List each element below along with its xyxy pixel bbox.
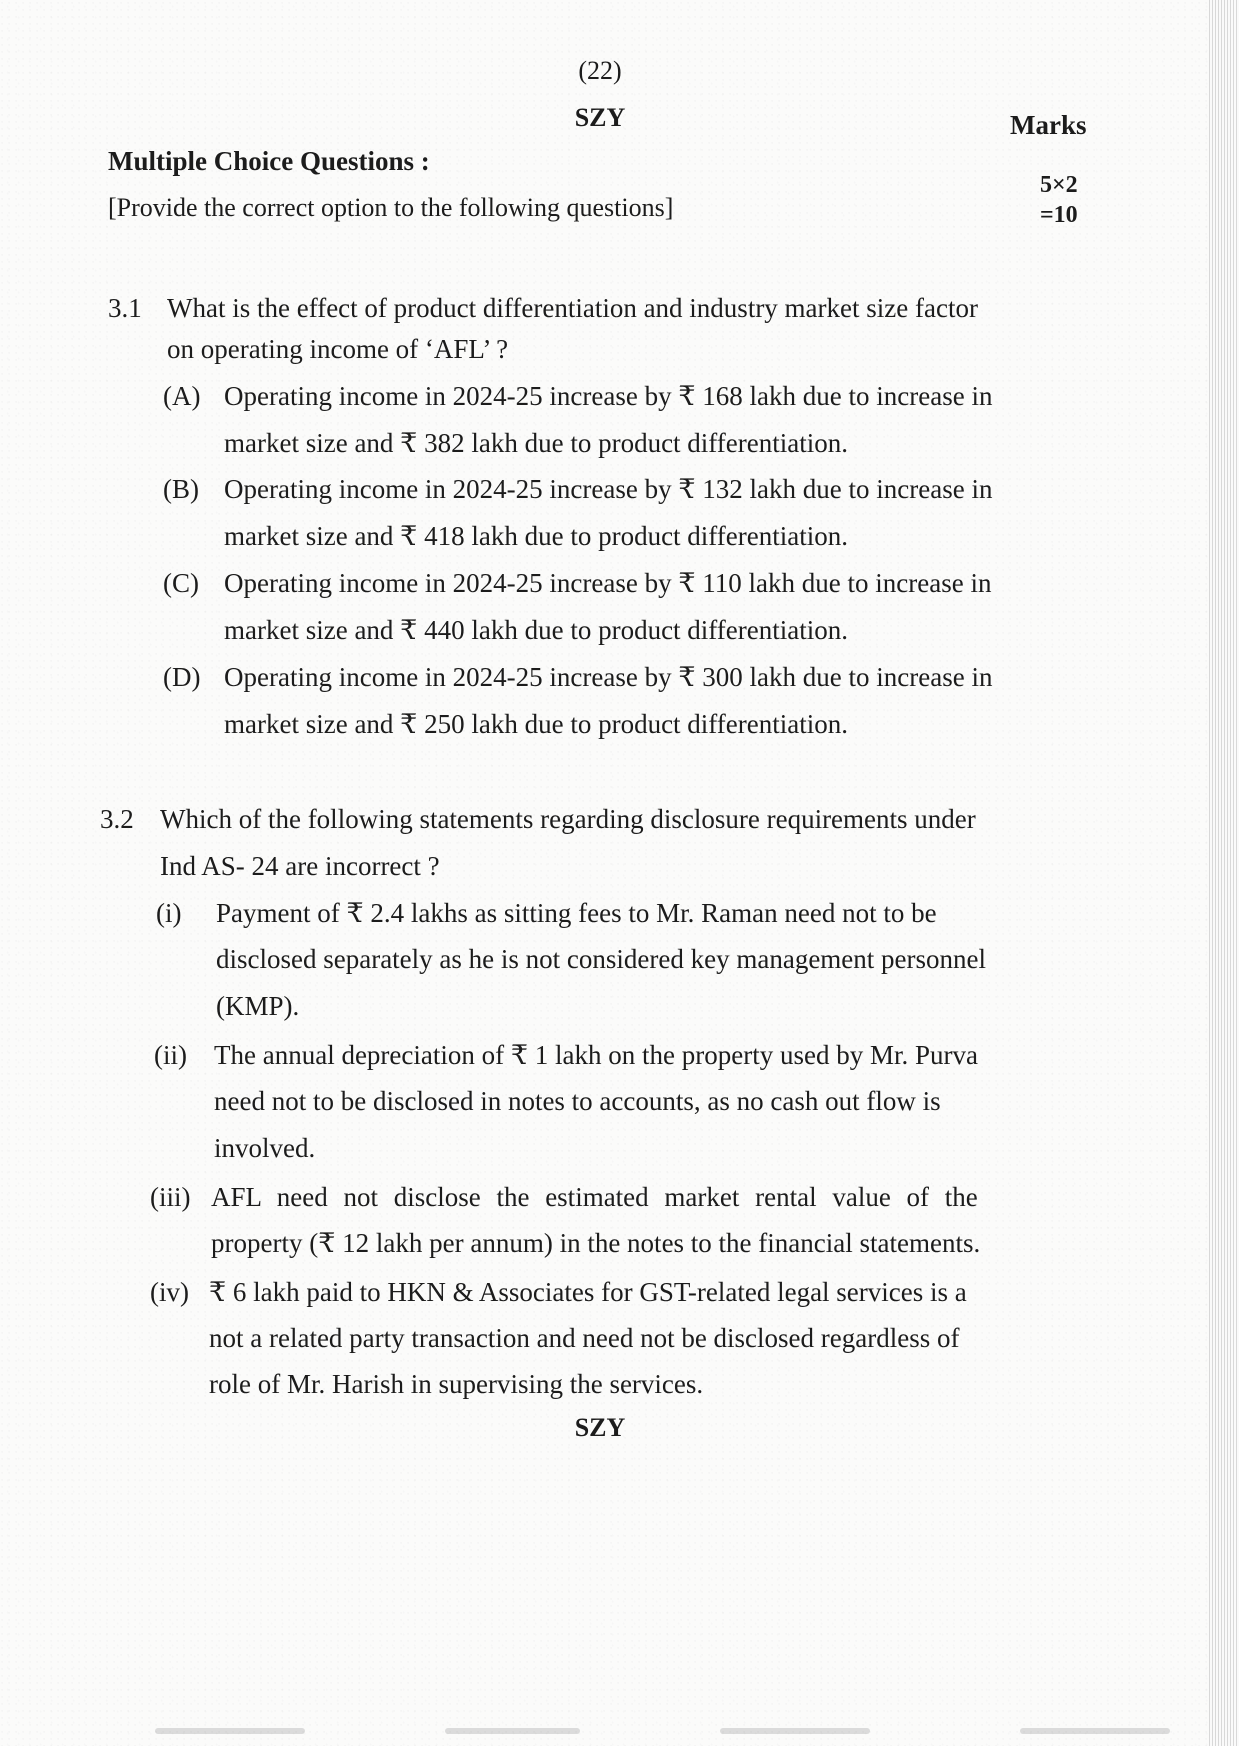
marks-allocation [1040, 170, 1078, 230]
option-text-line: Operating income in 2024-25 increase by ₹ 300 lakh due to increase in [224, 662, 993, 692]
statement-text-line: Payment of ₹ 2.4 lakhs as sitting fees to Mr. Raman need not to be [216, 898, 937, 928]
statement-text-line: AFL need not disclose the estimated market rental value of the [211, 1182, 978, 1212]
page-number: (22) [578, 56, 622, 85]
statement-text-line: need not to be disclosed in notes to accounts, as no cash out flow is [214, 1086, 941, 1116]
scan-artifact [445, 1728, 580, 1734]
question-text-line: on operating income of ‘AFL’ ? [167, 334, 509, 364]
statement-text-line: disclosed separately as he is not considered key management personnel [216, 944, 987, 974]
option-text-line: Operating income in 2024-25 increase by ₹ 132 lakh due to increase in [224, 474, 993, 504]
question-text-line: Ind AS- 24 are incorrect ? [160, 851, 440, 881]
statement-label: (i) [156, 898, 182, 928]
binding-edge [1209, 0, 1239, 1746]
option-text-line: market size and ₹ 382 lakh due to product differentiation. [224, 428, 848, 458]
marks-calc-line1: 5×2 [1040, 172, 1078, 198]
marks-calc-line2: =10 [1040, 202, 1078, 228]
paper-code-header: SZY [574, 103, 626, 132]
option-text-line: market size and ₹ 440 lakh due to product differentiation. [224, 615, 848, 645]
marks-label: Marks [1010, 110, 1087, 140]
option-label: (D) [163, 662, 201, 692]
option-label: (B) [163, 474, 199, 504]
statement-label: (iii) [150, 1182, 191, 1212]
statement-text-line: not a related party transaction and need not be disclosed regardless of [209, 1323, 960, 1353]
scan-artifact [720, 1728, 870, 1734]
option-label: (A) [163, 381, 201, 411]
option-text-line: Operating income in 2024-25 increase by ₹ 110 lakh due to increase in [224, 568, 992, 598]
option-text-line: market size and ₹ 418 lakh due to product differentiation. [224, 521, 848, 551]
scan-artifact [1020, 1728, 1170, 1734]
statement-label: (ii) [154, 1040, 187, 1070]
statement-text-line: (KMP). [216, 991, 300, 1021]
question-text-line: What is the effect of product differentiation and industry market size factor [167, 293, 978, 323]
statement-label: (iv) [150, 1277, 189, 1307]
question-number: 3.1 [108, 293, 142, 323]
question-text-line: Which of the following statements regarding disclosure requirements under [160, 804, 976, 834]
statement-text-line: role of Mr. Harish in supervising the services. [209, 1369, 704, 1399]
question-number: 3.2 [100, 804, 134, 834]
section-title: Multiple Choice Questions : [108, 146, 430, 176]
option-text-line: market size and ₹ 250 lakh due to product differentiation. [224, 709, 848, 739]
paper-code-footer: SZY [574, 1413, 626, 1442]
statement-text-line: property (₹ 12 lakh per annum) in the notes to the financial statements. [211, 1228, 981, 1258]
statement-text-line: involved. [214, 1133, 316, 1163]
option-text-line: Operating income in 2024-25 increase by ₹ 168 lakh due to increase in [224, 381, 993, 411]
statement-text-line: ₹ 6 lakh paid to HKN & Associates for GST-related legal services is a [209, 1277, 967, 1307]
option-label: (C) [163, 568, 199, 598]
statement-text-line: The annual depreciation of ₹ 1 lakh on the property used by Mr. Purva [214, 1040, 978, 1070]
scan-artifact [155, 1728, 305, 1734]
section-instruction: [Provide the correct option to the following questions] [108, 193, 674, 222]
